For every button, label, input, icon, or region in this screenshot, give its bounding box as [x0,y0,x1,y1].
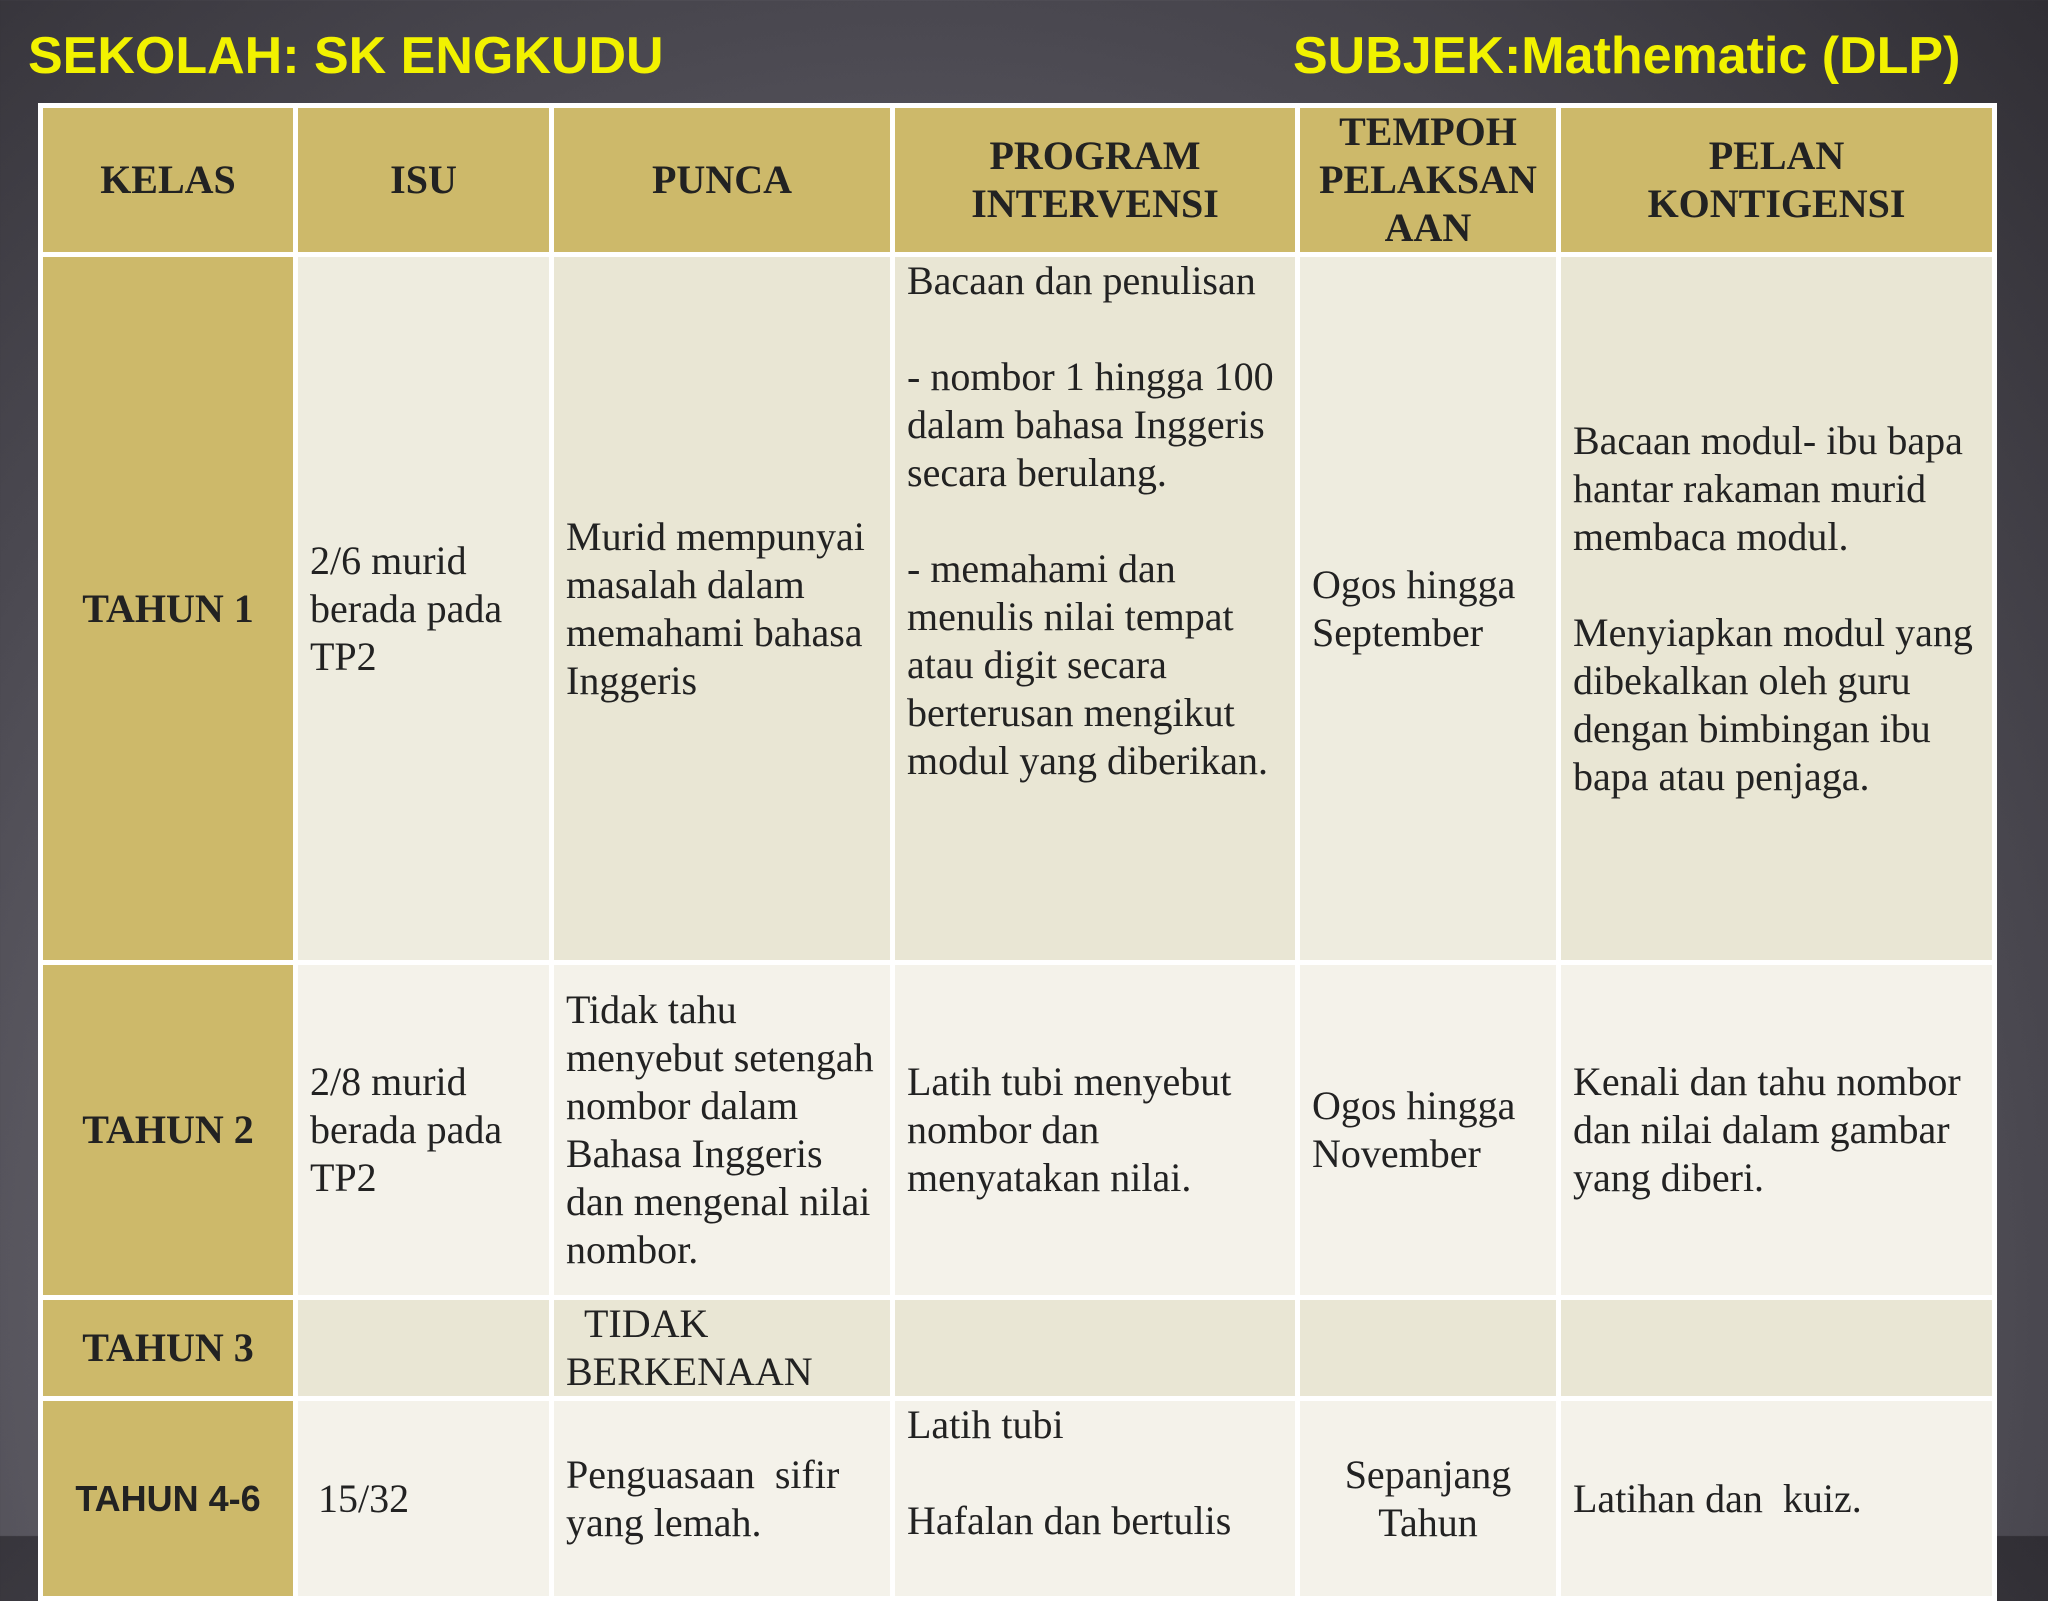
row-kelas: TAHUN 4-6 [41,1399,296,1599]
col-header-pelan-line2: KONTIGENSI [1647,181,1906,226]
table-row [41,1399,1995,1599]
school-title: SEKOLAH: SK ENGKUDU [28,27,664,85]
table-row [41,1298,1995,1399]
row-kelas: TAHUN 1 [41,255,296,963]
row-punca: Tidak tahu menyebut setengah nombor dalam Bahasa Inggeris dan mengenal nilai nombor. [552,963,893,1298]
col-header-punca: PUNCA [552,106,893,255]
table-row [41,963,1995,1298]
row-pelan [1559,1298,1995,1399]
col-header-tempoh-line2: PELAKSAN [1319,157,1537,202]
col-header-kelas: KELAS [41,106,296,255]
program-text-a: Bacaan dan penulisan [907,258,1256,303]
row-tempoh [1298,1298,1559,1399]
row-program [893,1399,1298,1599]
col-header-program-line2: INTERVENSI [971,181,1219,226]
pelan-text-b: Menyiapkan modul yang dibekalkan oleh guru dengan bimbingan ibu bapa atau penjaga. [1573,609,1973,799]
row-kelas: TAHUN 2 [41,963,296,1298]
pelan-text-a: Bacaan modul- ibu bapa hantar rakaman murid membaca modul. [1573,417,1963,559]
intervention-table [38,103,1997,1601]
program-text-b: - nombor 1 hingga 100 dalam bahasa Inggeris secara berulang. [907,354,1274,495]
row-tempoh: Ogos hingga September [1298,255,1559,963]
row-isu: 2/8 murid berada pada TP2 [296,963,552,1298]
row-pelan: Latihan dan kuiz. [1559,1399,1995,1599]
row-pelan: Kenali dan tahu nombor dan nilai dalam gambar yang diberi. [1559,963,1995,1298]
row-pelan [1559,255,1995,963]
row-program [893,1298,1298,1399]
program-text-b: Hafalan dan bertulis [907,1498,1232,1543]
row-program: Latih tubi menyebut nombor dan menyatakan nilai. [893,963,1298,1298]
table-header-row [41,106,1995,255]
row-punca: Penguasaan sifir yang lemah. [552,1399,893,1599]
row-isu: 15/32 [296,1399,552,1599]
col-header-isu: ISU [296,106,552,255]
row-isu: 2/6 murid berada pada TP2 [296,255,552,963]
row-punca: TIDAK BERKENAAN [552,1298,893,1399]
col-header-program-line1: PROGRAM [989,133,1201,178]
row-isu [296,1298,552,1399]
row-kelas: TAHUN 3 [41,1298,296,1399]
program-text-a: Latih tubi [907,1402,1064,1447]
col-header-pelan [1559,106,1995,255]
col-header-tempoh [1298,106,1559,255]
col-header-tempoh-line1: TEMPOH [1339,109,1517,154]
row-program [893,255,1298,963]
col-header-tempoh-line3: AAN [1384,205,1472,250]
row-tempoh: Sepanjang Tahun [1298,1399,1559,1599]
program-text-c: - memahami dan menulis nilai tempat atau digit secara berterusan mengikut modul yang diberikan. [907,546,1269,783]
table-row [41,255,1995,963]
subject-title: SUBJEK:Mathematic (DLP) [1293,27,1961,85]
row-tempoh: Ogos hingga November [1298,963,1559,1298]
row-punca: Murid mempunyai masalah dalam memahami bahasa Inggeris [552,255,893,963]
col-header-program [893,106,1298,255]
col-header-pelan-line1: PELAN [1708,133,1845,178]
